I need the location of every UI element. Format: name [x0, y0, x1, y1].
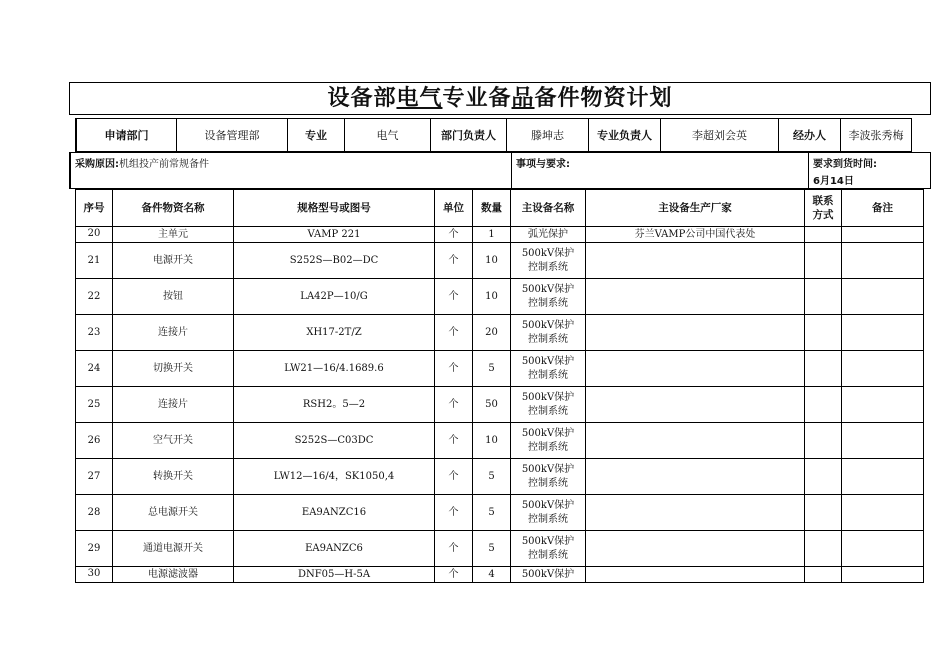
row-spec: EA9ANZC6 [234, 531, 435, 567]
row-name: 主单元 [113, 227, 234, 243]
row-device-line-1: 500kV保护 [521, 535, 575, 547]
row-device-line-1: 500kV保护 [521, 283, 575, 295]
row-qty: 5 [473, 351, 511, 387]
row-contact [805, 567, 842, 583]
header-spec: 规格型号或图号 [234, 190, 435, 227]
row-device-line-1: 500kV保护 [521, 568, 575, 580]
header-contact-line-1: 联系 [812, 195, 834, 207]
row-no: 20 [76, 227, 113, 243]
row-remark [842, 351, 924, 387]
row-unit: 个 [435, 567, 473, 583]
row-device-line-1: 500kV保护 [521, 427, 575, 439]
row-unit: 个 [435, 227, 473, 243]
row-remark [842, 387, 924, 423]
purchase-reason-value: 机组投产前常规备件 [119, 159, 209, 170]
row-name: 通道电源开关 [113, 531, 234, 567]
table-row [76, 279, 924, 315]
row-maker [586, 495, 805, 531]
row-qty: 5 [473, 459, 511, 495]
title-part-4: 品 [511, 86, 535, 111]
row-qty: 20 [473, 315, 511, 351]
items-table [75, 189, 924, 583]
apply-dept-label: 申请部门 [77, 119, 177, 151]
meta-row [75, 118, 912, 152]
row-device [511, 423, 586, 459]
title-part-3: 专业备 [442, 86, 512, 111]
row-spec: DNF05—H-5A [234, 567, 435, 583]
row-qty: 10 [473, 243, 511, 279]
row-no: 29 [76, 531, 113, 567]
row-device-line-1: 500kV保护 [521, 355, 575, 367]
row-device [511, 567, 586, 583]
header-unit: 单位 [435, 190, 473, 227]
row-name: 连接片 [113, 387, 234, 423]
row-spec: LW21—16/4.1689.6 [234, 351, 435, 387]
row-remark [842, 227, 924, 243]
row-qty: 5 [473, 495, 511, 531]
row-qty: 10 [473, 423, 511, 459]
row-device-line-2: 控制系统 [528, 333, 568, 345]
header-contact [805, 190, 842, 227]
table-row [76, 531, 924, 567]
delivery-value: 6月14日 [813, 176, 854, 187]
delivery-label: 要求到货时间: [813, 159, 877, 170]
row-device-line-1: 500kV保护 [521, 391, 575, 403]
title-part-5: 备件物资计划 [534, 86, 673, 111]
row-name: 电源滤波器 [113, 567, 234, 583]
title-part-1: 设备部 [327, 86, 397, 111]
row-no: 25 [76, 387, 113, 423]
handler-value: 李波张秀梅 [848, 129, 904, 142]
row-remark [842, 567, 924, 583]
table-row [76, 423, 924, 459]
purchase-reason-label: 采购原因: [75, 159, 119, 170]
page-title [70, 85, 930, 113]
header-no: 序号 [76, 190, 113, 227]
row-remark [842, 279, 924, 315]
row-contact [805, 531, 842, 567]
row-device-line-2: 控制系统 [528, 297, 568, 309]
row-unit: 个 [435, 531, 473, 567]
row-contact [805, 387, 842, 423]
row-device-line-2: 控制系统 [528, 549, 568, 561]
row-name: 电源开关 [113, 243, 234, 279]
row-device-line-1: 弧光保护 [528, 228, 568, 240]
header-device: 主设备名称 [511, 190, 586, 227]
row-device [511, 315, 586, 351]
row-unit: 个 [435, 387, 473, 423]
row-maker [586, 351, 805, 387]
apply-dept-value: 设备管理部 [177, 119, 288, 151]
row-unit: 个 [435, 279, 473, 315]
row-no: 30 [76, 567, 113, 583]
row-no: 21 [76, 243, 113, 279]
header-name: 备件物资名称 [113, 190, 234, 227]
row-contact [805, 459, 842, 495]
title-box [69, 82, 931, 115]
row-device [511, 351, 586, 387]
row-contact [805, 243, 842, 279]
row-spec: VAMP 221 [234, 227, 435, 243]
row-remark [842, 459, 924, 495]
row-device [511, 495, 586, 531]
dept-head-label: 部门负责人 [431, 119, 507, 151]
row-name: 总电源开关 [113, 495, 234, 531]
row-maker [586, 423, 805, 459]
row-name: 连接片 [113, 315, 234, 351]
table-row [76, 227, 924, 243]
row-remark [842, 531, 924, 567]
row-contact [805, 495, 842, 531]
row-maker [586, 567, 805, 583]
row-device-line-2: 控制系统 [528, 405, 568, 417]
row-maker [586, 531, 805, 567]
row-device [511, 459, 586, 495]
row-device-line-1: 500kV保护 [521, 463, 575, 475]
row-spec: LA42P—10/G [234, 279, 435, 315]
row-qty: 1 [473, 227, 511, 243]
row-device [511, 243, 586, 279]
table-header-row [76, 190, 924, 227]
row-unit: 个 [435, 495, 473, 531]
specialty-value: 电气 [345, 119, 431, 151]
row-device-line-1: 500kV保护 [521, 499, 575, 511]
table-row [76, 243, 924, 279]
table-row [76, 315, 924, 351]
row-spec: S252S—C03DC [234, 423, 435, 459]
header-maker: 主设备生产厂家 [586, 190, 805, 227]
row-maker: 芬兰VAMP公司中国代表处 [586, 227, 805, 243]
row-name: 按钮 [113, 279, 234, 315]
title-part-2: 电气 [396, 86, 443, 111]
row-device-line-1: 500kV保护 [521, 247, 575, 259]
row-spec: RSH2。5—2 [234, 387, 435, 423]
row-contact [805, 227, 842, 243]
row-remark [842, 423, 924, 459]
row-device [511, 531, 586, 567]
row-maker [586, 387, 805, 423]
purchase-row [69, 152, 931, 189]
row-device [511, 279, 586, 315]
row-device-line-2: 控制系统 [528, 369, 568, 381]
table-row [76, 567, 924, 583]
row-no: 27 [76, 459, 113, 495]
row-device-line-1: 500kV保护 [521, 319, 575, 331]
requirements-cell [512, 153, 809, 188]
row-remark [842, 243, 924, 279]
spec-head-label: 专业负责人 [589, 119, 661, 151]
row-name: 转换开关 [113, 459, 234, 495]
row-maker [586, 459, 805, 495]
purchase-reason-cell [71, 153, 512, 188]
row-no: 23 [76, 315, 113, 351]
row-unit: 个 [435, 315, 473, 351]
row-name: 切换开关 [113, 351, 234, 387]
row-maker [586, 315, 805, 351]
row-spec: EA9ANZC16 [234, 495, 435, 531]
row-contact [805, 351, 842, 387]
row-spec: LW12—16/4，SK1050,4 [234, 459, 435, 495]
row-no: 26 [76, 423, 113, 459]
row-spec: XH17-2T/Z [234, 315, 435, 351]
row-no: 28 [76, 495, 113, 531]
row-qty: 4 [473, 567, 511, 583]
table-row [76, 351, 924, 387]
row-maker [586, 243, 805, 279]
row-unit: 个 [435, 423, 473, 459]
row-name: 空气开关 [113, 423, 234, 459]
row-remark [842, 495, 924, 531]
table-body [76, 227, 924, 583]
row-contact [805, 315, 842, 351]
dept-head-value: 滕坤志 [507, 119, 589, 151]
row-device-line-2: 控制系统 [528, 513, 568, 525]
row-remark [842, 315, 924, 351]
row-spec: S252S—B02—DC [234, 243, 435, 279]
row-qty: 50 [473, 387, 511, 423]
specialty-label: 专业 [288, 119, 345, 151]
row-unit: 个 [435, 351, 473, 387]
table-row [76, 495, 924, 531]
row-no: 22 [76, 279, 113, 315]
header-qty: 数量 [473, 190, 511, 227]
row-device [511, 387, 586, 423]
row-contact [805, 279, 842, 315]
row-device-line-2: 控制系统 [528, 477, 568, 489]
spec-head-value: 李超刘会英 [661, 119, 779, 151]
handler-label: 经办人 [779, 119, 841, 151]
row-unit: 个 [435, 243, 473, 279]
header-contact-line-2: 方式 [812, 209, 834, 221]
row-device-line-2: 控制系统 [528, 261, 568, 273]
row-device-line-2: 控制系统 [528, 441, 568, 453]
row-maker [586, 279, 805, 315]
table-row [76, 387, 924, 423]
row-no: 24 [76, 351, 113, 387]
row-qty: 10 [473, 279, 511, 315]
delivery-cell [809, 153, 931, 188]
header-remark: 备注 [842, 190, 924, 227]
row-unit: 个 [435, 459, 473, 495]
row-contact [805, 423, 842, 459]
row-qty: 5 [473, 531, 511, 567]
row-device [511, 227, 586, 243]
requirements-label: 事项与要求: [516, 159, 570, 170]
table-row [76, 459, 924, 495]
